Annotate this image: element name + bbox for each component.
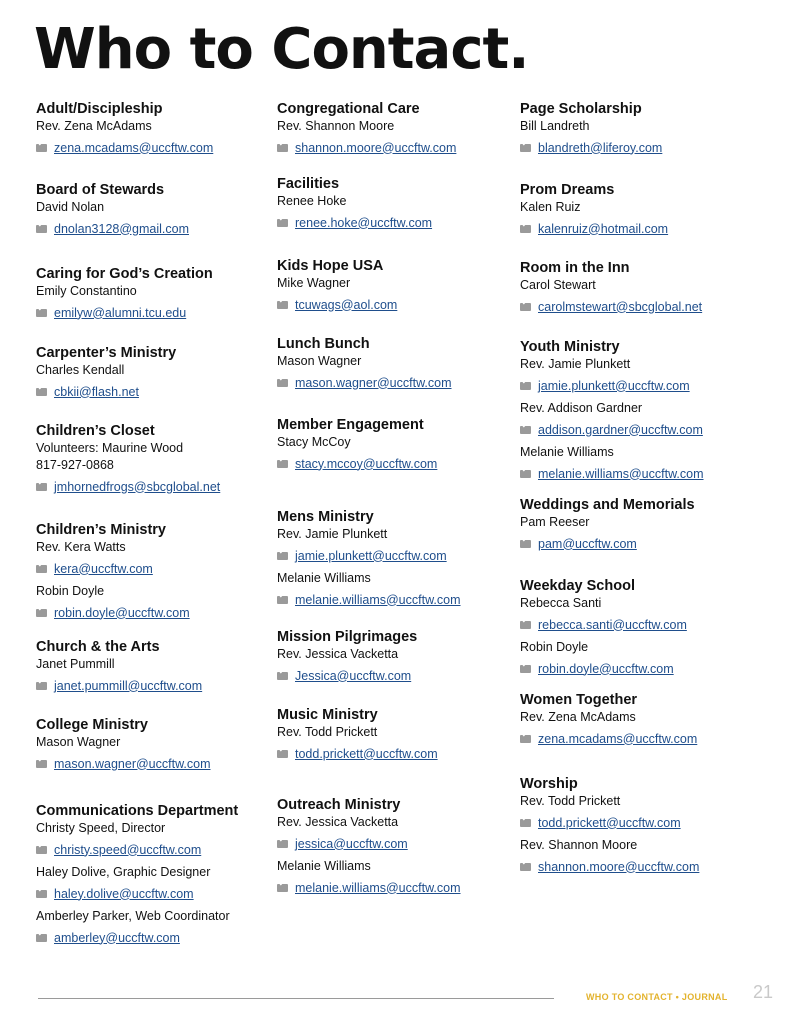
- contact-entry-music-ministry: [277, 706, 517, 762]
- contact-name: Mason Wagner: [36, 735, 121, 749]
- section-heading: Church & the Arts: [36, 639, 160, 655]
- contact-name: Rev. Shannon Moore: [277, 119, 395, 133]
- section-heading: Kids Hope USA: [277, 258, 384, 274]
- contact-entry-children-s-closet: [36, 422, 276, 495]
- email-row: [36, 139, 276, 156]
- contact-entry-communications-department: [36, 802, 276, 946]
- contact-entry-member-engagement: [277, 416, 517, 472]
- email-row: [36, 478, 276, 495]
- section-heading: Adult/Discipleship: [36, 101, 163, 117]
- email-row: [520, 814, 770, 831]
- email-link[interactable]: jamie.plunkett@uccftw.com: [538, 378, 690, 393]
- email-link[interactable]: amberley@uccftw.com: [54, 930, 180, 945]
- section-heading: Children’s Closet: [36, 423, 155, 439]
- contact-name: Stacy McCoy: [277, 435, 351, 449]
- email-link[interactable]: zena.mcadams@uccftw.com: [54, 140, 214, 155]
- contact-name: Rebecca Santi: [520, 596, 602, 610]
- contact-name: Robin Doyle: [36, 584, 105, 598]
- mail-icon: [520, 621, 531, 629]
- email-row: [36, 885, 276, 902]
- email-row: [277, 455, 517, 472]
- email-link[interactable]: robin.doyle@uccftw.com: [538, 661, 674, 676]
- mail-icon: [36, 225, 47, 233]
- contact-name: Volunteers: Maurine Wood: [36, 441, 184, 455]
- mail-icon: [520, 665, 531, 673]
- contact-name: Kalen Ruiz: [520, 200, 581, 214]
- section-heading: Lunch Bunch: [277, 336, 370, 352]
- email-link[interactable]: mason.wagner@uccftw.com: [54, 756, 211, 771]
- mail-icon: [520, 382, 531, 390]
- email-link[interactable]: jamie.plunkett@uccftw.com: [295, 548, 447, 563]
- email-row: [36, 841, 276, 858]
- email-row: [520, 616, 770, 633]
- contact-name: Rev. Jamie Plunkett: [277, 527, 388, 541]
- contact-name: Haley Dolive, Graphic Designer: [36, 865, 211, 879]
- email-row: [520, 377, 770, 394]
- mail-icon: [277, 144, 288, 152]
- mail-icon: [36, 682, 47, 690]
- email-row: [277, 667, 517, 684]
- mail-icon: [36, 934, 47, 942]
- section-heading: Weddings and Memorials: [520, 497, 695, 513]
- contact-name: Christy Speed, Director: [36, 821, 166, 835]
- email-link[interactable]: melanie.williams@uccftw.com: [295, 592, 461, 607]
- email-link[interactable]: pam@uccftw.com: [538, 536, 637, 551]
- contact-entry-youth-ministry: [520, 338, 770, 482]
- email-link[interactable]: mason.wagner@uccftw.com: [295, 375, 452, 390]
- contact-entry-weddings-and-memorials: [520, 496, 770, 552]
- email-link[interactable]: kera@uccftw.com: [54, 561, 153, 576]
- section-heading: College Ministry: [36, 717, 148, 733]
- mail-icon: [520, 303, 531, 311]
- contact-name: Janet Pummill: [36, 657, 115, 671]
- section-heading: Women Together: [520, 692, 638, 708]
- contact-name: Rev. Todd Prickett: [277, 725, 378, 739]
- mail-icon: [520, 819, 531, 827]
- section-heading: Mission Pilgrimages: [277, 629, 418, 645]
- email-link[interactable]: stacy.mccoy@uccftw.com: [295, 456, 438, 471]
- email-row: [277, 547, 517, 564]
- email-link[interactable]: addison.gardner@uccftw.com: [538, 422, 703, 437]
- mail-icon: [277, 301, 288, 309]
- contact-name: Mike Wagner: [277, 276, 351, 290]
- email-row: [36, 220, 276, 237]
- email-row: [520, 730, 770, 747]
- email-row: [36, 929, 276, 946]
- contact-name: Renee Hoke: [277, 194, 347, 208]
- section-heading: Music Ministry: [277, 707, 378, 723]
- email-link[interactable]: emilyw@alumni.tcu.edu: [54, 305, 187, 320]
- section-heading: Board of Stewards: [36, 182, 165, 198]
- contact-name: Rev. Jamie Plunkett: [520, 357, 631, 371]
- email-link[interactable]: kalenruiz@hotmail.com: [538, 221, 669, 236]
- email-row: [277, 296, 517, 313]
- section-heading: Congregational Care: [277, 101, 420, 117]
- email-row: [520, 298, 770, 315]
- mail-icon: [520, 735, 531, 743]
- section-heading: Page Scholarship: [520, 101, 642, 117]
- footer-label: WHO TO CONTACT • JOURNAL: [586, 992, 728, 1002]
- contact-entry-college-ministry: [36, 716, 276, 772]
- contact-entry-board-of-stewards: [36, 181, 276, 237]
- contact-entry-weekday-school: [520, 577, 770, 677]
- contact-name: David Nolan: [36, 200, 105, 214]
- email-row: [277, 745, 517, 762]
- contact-name: Emily Constantino: [36, 284, 137, 298]
- mail-icon: [277, 460, 288, 468]
- email-link[interactable]: shannon.moore@uccftw.com: [538, 859, 700, 874]
- mail-icon: [36, 309, 47, 317]
- mail-icon: [520, 863, 531, 871]
- mail-icon: [277, 884, 288, 892]
- contact-name: Rev. Zena McAdams: [36, 119, 152, 133]
- section-heading: Children’s Ministry: [36, 522, 166, 538]
- contact-name: Melanie Williams: [520, 445, 614, 459]
- contact-entry-page-scholarship: [520, 100, 770, 156]
- mail-icon: [520, 540, 531, 548]
- mail-icon: [277, 219, 288, 227]
- email-link[interactable]: jessica@uccftw.com: [295, 836, 408, 851]
- contact-entry-carpenter-s-ministry: [36, 344, 276, 400]
- mail-icon: [520, 225, 531, 233]
- mail-icon: [277, 552, 288, 560]
- email-link[interactable]: renee.hoke@uccftw.com: [295, 215, 433, 230]
- mail-icon: [520, 426, 531, 434]
- mail-icon: [36, 890, 47, 898]
- mail-icon: [277, 750, 288, 758]
- mail-icon: [277, 596, 288, 604]
- section-heading: Outreach Ministry: [277, 797, 401, 813]
- contact-name: Carol Stewart: [520, 278, 596, 292]
- email-link[interactable]: christy.speed@uccftw.com: [54, 842, 202, 857]
- contact-name: Rev. Todd Prickett: [520, 794, 621, 808]
- email-row: [36, 304, 276, 321]
- contact-entry-congregational-care: [277, 100, 517, 156]
- email-row: [277, 214, 517, 231]
- email-row: [277, 591, 517, 608]
- section-heading: Communications Department: [36, 803, 239, 819]
- contact-entry-children-s-ministry: [36, 521, 276, 621]
- page-title: Who to Contact.: [34, 17, 529, 82]
- email-row: [36, 755, 276, 772]
- email-row: [36, 677, 276, 694]
- email-row: [277, 374, 517, 391]
- email-row: [520, 220, 770, 237]
- contact-entry-caring-for-god-s-creation: [36, 265, 276, 321]
- contact-entry-worship: [520, 775, 770, 875]
- contact-name: Rev. Zena McAdams: [520, 710, 636, 724]
- email-link[interactable]: jmhornedfrogs@sbcglobal.net: [54, 479, 221, 494]
- contact-name: Melanie Williams: [277, 859, 371, 873]
- email-row: [36, 604, 276, 621]
- mail-icon: [36, 565, 47, 573]
- contact-name: Rev. Jessica Vacketta: [277, 647, 399, 661]
- contact-name: Pam Reeser: [520, 515, 590, 529]
- contact-entry-prom-dreams: [520, 181, 770, 237]
- section-heading: Facilities: [277, 176, 340, 192]
- section-heading: Worship: [520, 776, 578, 792]
- contact-name: Robin Doyle: [520, 640, 589, 654]
- section-heading: Room in the Inn: [520, 260, 630, 276]
- email-row: [277, 835, 517, 852]
- contact-name: Rev. Kera Watts: [36, 540, 126, 554]
- contact-name: 817-927-0868: [36, 458, 114, 472]
- contact-name: Bill Landreth: [520, 119, 590, 133]
- section-heading: Weekday School: [520, 578, 635, 594]
- email-link[interactable]: zena.mcadams@uccftw.com: [538, 731, 698, 746]
- email-link[interactable]: Jessica@uccftw.com: [295, 668, 412, 683]
- mail-icon: [277, 379, 288, 387]
- email-link[interactable]: dnolan3128@gmail.com: [54, 221, 189, 236]
- contact-name: Amberley Parker, Web Coordinator: [36, 909, 230, 923]
- contact-entry-kids-hope-usa: [277, 257, 517, 313]
- email-row: [520, 465, 770, 482]
- email-row: [36, 383, 276, 400]
- section-heading: Caring for God’s Creation: [36, 266, 213, 282]
- email-link[interactable]: tcuwags@aol.com: [295, 297, 398, 312]
- email-row: [520, 421, 770, 438]
- email-link[interactable]: janet.pummill@uccftw.com: [54, 678, 203, 693]
- mail-icon: [36, 846, 47, 854]
- contact-entry-outreach-ministry: [277, 796, 517, 896]
- contact-entry-mission-pilgrimages: [277, 628, 517, 684]
- email-row: [520, 139, 770, 156]
- email-row: [520, 660, 770, 677]
- contact-entry-room-in-the-inn: [520, 259, 770, 315]
- email-link[interactable]: todd.prickett@uccftw.com: [538, 815, 681, 830]
- mail-icon: [520, 470, 531, 478]
- mail-icon: [277, 840, 288, 848]
- email-link[interactable]: cbkii@flash.net: [54, 384, 139, 399]
- mail-icon: [277, 672, 288, 680]
- mail-icon: [36, 609, 47, 617]
- footer-divider: [38, 998, 554, 999]
- email-link[interactable]: melanie.williams@uccftw.com: [538, 466, 704, 481]
- mail-icon: [36, 144, 47, 152]
- email-row: [36, 560, 276, 577]
- email-link[interactable]: carolmstewart@sbcglobal.net: [538, 299, 703, 314]
- page-number: 21: [753, 982, 774, 1002]
- section-heading: Member Engagement: [277, 417, 424, 433]
- section-heading: Prom Dreams: [520, 182, 615, 198]
- mail-icon: [36, 760, 47, 768]
- email-link[interactable]: shannon.moore@uccftw.com: [295, 140, 457, 155]
- email-link[interactable]: blandreth@liferoy.com: [538, 140, 663, 155]
- email-link[interactable]: todd.prickett@uccftw.com: [295, 746, 438, 761]
- contact-name: Rev. Addison Gardner: [520, 401, 643, 415]
- section-heading: Mens Ministry: [277, 509, 374, 525]
- contact-name: Rev. Shannon Moore: [520, 838, 638, 852]
- contact-entry-women-together: [520, 691, 770, 747]
- email-link[interactable]: rebecca.santi@uccftw.com: [538, 617, 687, 632]
- mail-icon: [520, 144, 531, 152]
- email-link[interactable]: haley.dolive@uccftw.com: [54, 886, 194, 901]
- contact-entry-adult-discipleship: [36, 100, 276, 156]
- mail-icon: [36, 388, 47, 396]
- contact-entry-facilities: [277, 175, 517, 231]
- contact-entry-church-the-arts: [36, 638, 276, 694]
- contact-entry-lunch-bunch: [277, 335, 517, 391]
- section-heading: Carpenter’s Ministry: [36, 345, 177, 361]
- email-link[interactable]: melanie.williams@uccftw.com: [295, 880, 461, 895]
- contact-name: Rev. Jessica Vacketta: [277, 815, 399, 829]
- contact-entry-mens-ministry: [277, 508, 517, 608]
- email-link[interactable]: robin.doyle@uccftw.com: [54, 605, 190, 620]
- email-row: [277, 139, 517, 156]
- contact-name: Melanie Williams: [277, 571, 371, 585]
- mail-icon: [36, 483, 47, 491]
- contact-name: Mason Wagner: [277, 354, 362, 368]
- email-row: [520, 858, 770, 875]
- section-heading: Youth Ministry: [520, 339, 620, 355]
- contact-name: Charles Kendall: [36, 363, 125, 377]
- email-row: [520, 535, 770, 552]
- email-row: [277, 879, 517, 896]
